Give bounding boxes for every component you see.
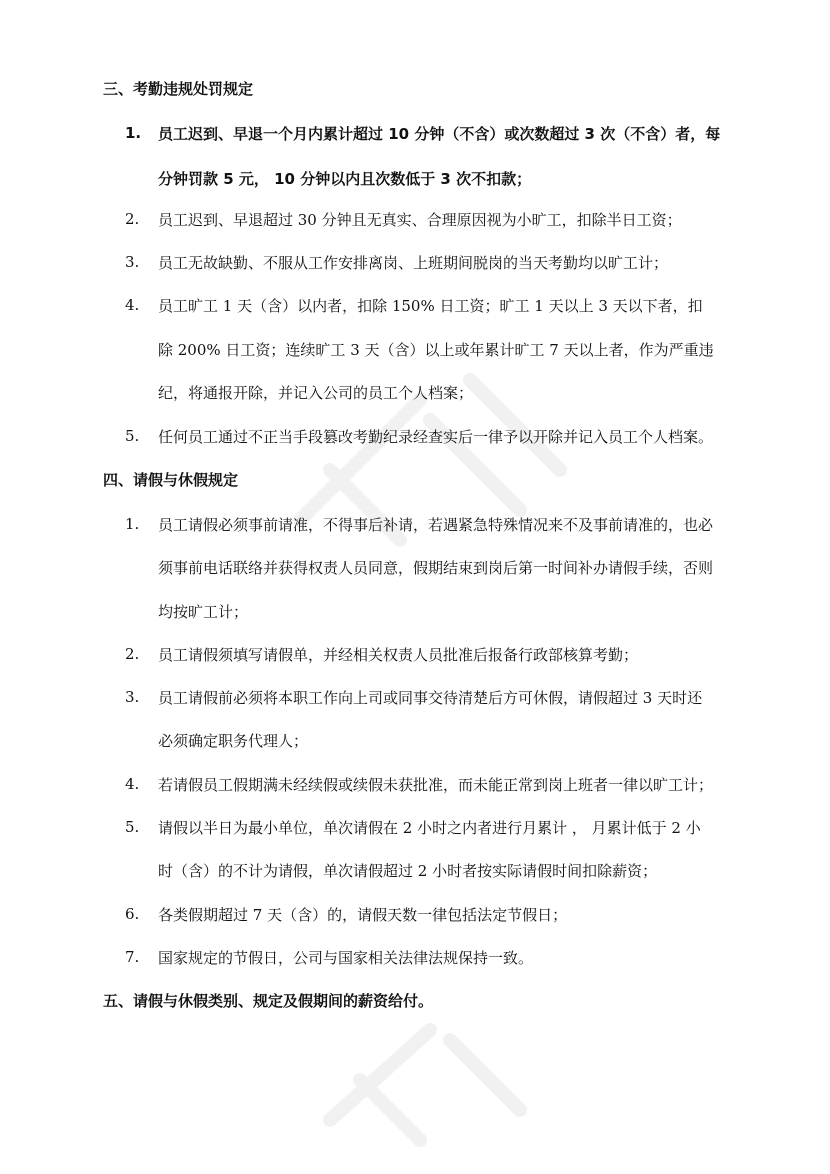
item-text-line: 任何员工通过不正当手段篡改考勤纪录经查实后一律予以开除并记入员工个人档案。: [158, 428, 714, 446]
item-text-line: 员工无故缺勤、不服从工作安排离岗、上班期间脱岗的当天考勤均以旷工计；: [158, 254, 669, 272]
item-number: 3.: [125, 253, 140, 271]
item-number: 2.: [125, 645, 140, 663]
item-text-line: 纪，将通报开除，并记入公司的员工个人档案；: [158, 384, 474, 402]
item-text-line: 员工请假必须事前请准，不得事后补请，若遇紧急特殊情况来不及事前请准的，也必: [158, 516, 714, 534]
item-text-line: 员工请假前必须将本职工作向上司或同事交待清楚后方可休假，请假超过 3 天时还: [158, 689, 703, 707]
item-text-line: 须事前电话联络并获得权责人员同意，假期结束到岗后第一时间补办请假手续，否则: [158, 559, 714, 577]
item-number: 6.: [125, 905, 140, 923]
item-text-line: 除 200% 日工资；连续旷工 3 天（含）以上或年累计旷工 7 天以上者，作为严重违: [158, 341, 714, 359]
item-text-line: 员工旷工 1 天（含）以内者，扣除 150% 日工资；旷工 1 天以上 3 天以下者，扣: [158, 297, 703, 315]
item-number: 2.: [125, 210, 140, 228]
item-number: 4.: [125, 775, 140, 793]
item-text-line: 必须确定职务代理人；: [158, 732, 309, 750]
item-text-line: 均按旷工计；: [158, 603, 249, 621]
item-text-line: 员工请假须填写请假单，并经相关权责人员批准后报备行政部核算考勤；: [158, 646, 639, 664]
section-heading-leave-types-pay: 五、请假与休假类别、规定及假期间的薪资给付。: [103, 992, 434, 1010]
item-text-line: 员工迟到、早退一个月内累计超过 10 分钟（不含）或次数超过 3 次（不含）者，每: [158, 125, 721, 143]
item-number: 5.: [125, 427, 140, 445]
item-number: 1.: [125, 124, 142, 142]
item-text-line: 国家规定的节假日，公司与国家相关法律法规保持一致。: [158, 949, 534, 967]
item-text-line: 请假以半日为最小单位，单次请假在 2 小时之内者进行月累计 ， 月累计低于 2 小: [158, 819, 701, 837]
item-number: 4.: [125, 296, 140, 314]
section-heading-leave-rules: 四、请假与休假规定: [103, 471, 239, 489]
item-text-line: 员工迟到、早退超过 30 分钟且无真实、合理原因视为小旷工，扣除半日工资；: [158, 211, 682, 229]
item-number: 1.: [125, 515, 140, 533]
item-number: 3.: [125, 688, 140, 706]
item-text-line: 若请假员工假期满未经续假或续假未获批准，而未能正常到岗上班者一律以旷工计；: [158, 776, 714, 794]
item-text-line: 时（含）的不计为请假，单次请假超过 2 小时者按实际请假时间扣除薪资；: [158, 862, 658, 880]
item-text-line: 各类假期超过 7 天（含）的，请假天数一律包括法定节假日；: [158, 906, 568, 924]
item-number: 5.: [125, 818, 140, 836]
section-heading-attendance-penalty: 三、考勤违规处罚规定: [103, 80, 254, 98]
item-number: 7.: [125, 948, 140, 966]
item-text-line: 分钟罚款 5 元， 10 分钟以内且次数低于 3 次不扣款；: [158, 170, 532, 188]
